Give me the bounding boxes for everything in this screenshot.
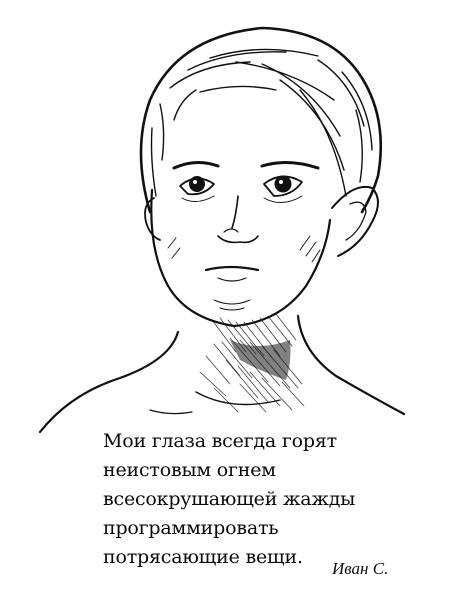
- eyebrow-right: [262, 162, 318, 168]
- chin-shade: [214, 300, 250, 310]
- nose: [218, 196, 258, 242]
- quote-line: всесокрушающей жажды: [103, 488, 356, 510]
- neck-shadow: [230, 340, 291, 380]
- eye-right: [264, 176, 302, 203]
- signature: Иван С.: [332, 559, 389, 578]
- hair: [141, 28, 381, 212]
- collar-line: [196, 392, 280, 405]
- quote-line: неистовым огнем: [103, 459, 276, 481]
- shoulder-right: [298, 316, 404, 414]
- shoulder-left: [40, 332, 178, 432]
- lower-lip: [218, 278, 246, 281]
- quote-line: Мои глаза всегда горят: [103, 430, 337, 452]
- quote-line: программировать: [103, 517, 279, 539]
- quote-text: [103, 427, 403, 572]
- eyebrow-left: [174, 162, 218, 168]
- nostril-shade: [224, 229, 238, 232]
- mouth: [206, 267, 258, 270]
- face-outline: [151, 190, 330, 326]
- hair-strands: [152, 49, 373, 196]
- eye-left: [180, 176, 214, 202]
- quote-line: потрясающие вещи.: [103, 546, 303, 568]
- cheek-shading: [168, 236, 320, 262]
- collarbone-left: [150, 410, 192, 414]
